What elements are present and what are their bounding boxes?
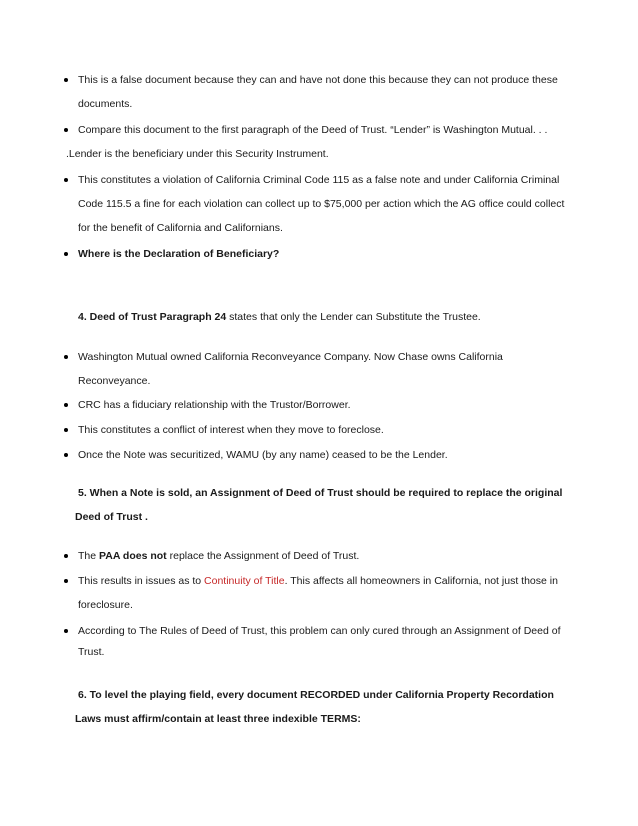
bullet-dot	[64, 78, 68, 82]
bullet-dot	[64, 252, 68, 256]
bullet-dot	[64, 453, 68, 457]
bullet-dot	[64, 403, 68, 407]
bullet-text-continued: foreclosure.	[78, 599, 133, 611]
bullet-text-continued: documents.	[78, 98, 133, 110]
bullet-dot	[64, 428, 68, 432]
section-heading-continued: Laws must affirm/contain at least three indexible TERMS:	[75, 713, 361, 725]
bullet-text: This is a false document because they can and have not done this because they can not produce these	[78, 74, 558, 86]
section-heading: 5. When a Note is sold, an Assignment of Deed of Trust should be required to replace the original	[78, 487, 563, 499]
bullet-text-continued: for the benefit of California and Californians.	[78, 222, 283, 234]
bullet-text-part: . This affects all homeowners in California, not just those in	[284, 575, 558, 587]
bullet-text: Washington Mutual owned California Reconveyance Company. Now Chase owns California	[78, 351, 503, 363]
bullet-text	[78, 549, 359, 563]
bullet-text-continued: Trust.	[78, 646, 105, 658]
bullet-text: This constitutes a violation of California Criminal Code 115 as a false note and under California Criminal	[78, 174, 560, 186]
section-heading: 6. To level the playing field, every document RECORDED under California Property Recordation	[78, 689, 554, 701]
bullet-dot	[64, 579, 68, 583]
bullet-dot	[64, 128, 68, 132]
bullet-dot	[64, 629, 68, 633]
section-heading-bold: 4. Deed of Trust Paragraph 24	[78, 311, 227, 323]
bullet-text: This constitutes a conflict of interest when they move to foreclose.	[78, 424, 384, 436]
bullet-text: According to The Rules of Deed of Trust, this problem can only cured through an Assignment of Deed of	[78, 625, 561, 637]
section-heading	[78, 310, 481, 324]
bullet-text-part: The	[78, 550, 100, 562]
section-heading-continued: Deed of Trust .	[75, 511, 148, 523]
bullet-text: Compare this document to the first paragraph of the Deed of Trust. “Lender” is Washington Mutual. . .	[78, 124, 548, 136]
section-heading-text: states that only the Lender can Substitute the Trustee.	[226, 311, 481, 323]
bullet-text-continued: Code 115.5 a fine for each violation can collect up to $75,000 per action which the AG office could collect	[78, 198, 565, 210]
bullet-text-bold: PAA does not	[99, 550, 167, 562]
bullet-text-part: This results in issues as to	[78, 575, 205, 587]
bullet-text-continued: Reconveyance.	[78, 375, 151, 387]
bullet-dot	[64, 355, 68, 359]
bullet-text: CRC has a fiduciary relationship with the Trustor/Borrower.	[78, 399, 351, 411]
bullet-text-bold: Where is the Declaration of Beneficiary?	[78, 248, 280, 260]
bullet-text	[78, 574, 558, 588]
bullet-dot	[64, 178, 68, 182]
bullet-text-continued: .Lender is the beneficiary under this Security Instrument.	[66, 148, 329, 160]
bullet-text-part: replace the Assignment of Deed of Trust.	[166, 550, 360, 562]
bullet-text: Once the Note was securitized, WAMU (by any name) ceased to be the Lender.	[78, 449, 448, 461]
bullet-text-highlight: Continuity of Title	[204, 575, 285, 587]
bullet-dot	[64, 554, 68, 558]
